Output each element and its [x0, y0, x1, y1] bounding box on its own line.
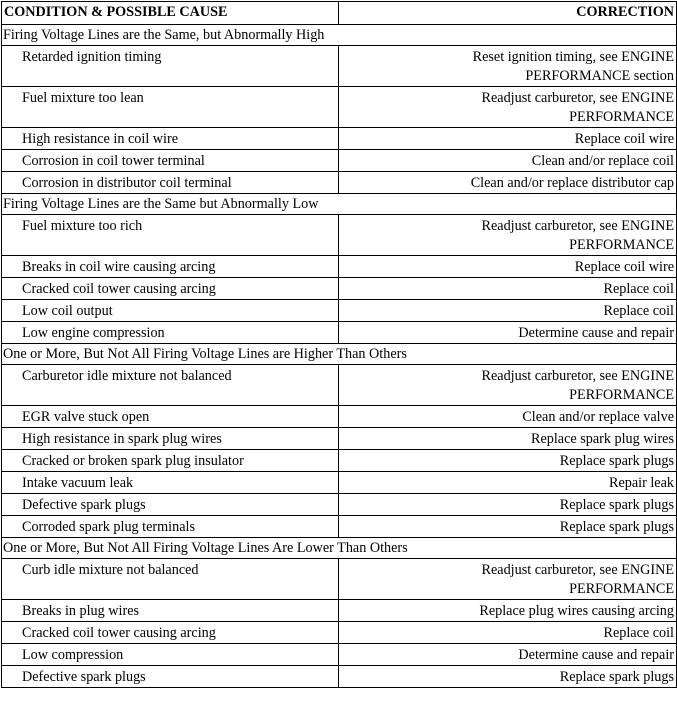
diagnosis-table — [1, 1, 677, 688]
table-row — [2, 428, 677, 450]
correction-cell — [339, 322, 677, 344]
cause-cell: Breaks in plug wires — [2, 600, 339, 622]
section-title: Firing Voltage Lines are the Same but Abnormally Low — [2, 194, 677, 215]
cause-cell: Fuel mixture too lean — [2, 87, 339, 128]
correction-line: Replace plug wires causing arcing — [479, 603, 674, 619]
correction-line: Replace coil — [603, 303, 674, 319]
table-row — [2, 215, 677, 256]
correction-cell — [339, 600, 677, 622]
cause-cell: Retarded ignition timing — [2, 46, 339, 87]
correction-cell — [339, 150, 677, 172]
table-row — [2, 46, 677, 87]
section-row — [2, 25, 677, 46]
table-header-row — [2, 2, 677, 25]
section-row — [2, 344, 677, 365]
section-title: One or More, But Not All Firing Voltage Lines are Higher Than Others — [2, 344, 677, 365]
cause-cell: Cracked coil tower causing arcing — [2, 278, 339, 300]
cause-cell: Intake vacuum leak — [2, 472, 339, 494]
correction-line: Replace coil — [603, 625, 674, 641]
cause-cell: High resistance in coil wire — [2, 128, 339, 150]
correction-line: Replace coil wire — [574, 131, 674, 147]
correction-cell — [339, 365, 677, 406]
correction-cell — [339, 278, 677, 300]
correction-cell — [339, 46, 677, 87]
cause-cell: Low engine compression — [2, 322, 339, 344]
correction-cell — [339, 666, 677, 688]
correction-line: Replace coil wire — [574, 259, 674, 275]
correction-line: PERFORMANCE — [569, 581, 674, 597]
correction-line: Replace spark plugs — [559, 669, 674, 685]
cause-cell: Carburetor idle mixture not balanced — [2, 365, 339, 406]
correction-line: PERFORMANCE — [569, 237, 674, 253]
table-row — [2, 365, 677, 406]
table-row — [2, 559, 677, 600]
cause-cell: Low coil output — [2, 300, 339, 322]
table-row — [2, 406, 677, 428]
header-condition: CONDITION & POSSIBLE CAUSE — [2, 2, 339, 25]
correction-cell — [339, 644, 677, 666]
correction-line: PERFORMANCE section — [525, 68, 674, 84]
header-correction: CORRECTION — [339, 2, 677, 25]
correction-cell — [339, 128, 677, 150]
table-row — [2, 87, 677, 128]
section-row — [2, 538, 677, 559]
cause-cell: Cracked or broken spark plug insulator — [2, 450, 339, 472]
table-row — [2, 494, 677, 516]
correction-cell — [339, 472, 677, 494]
correction-line: Replace spark plug wires — [530, 431, 674, 447]
cause-cell: Fuel mixture too rich — [2, 215, 339, 256]
correction-cell — [339, 516, 677, 538]
correction-line: Replace spark plugs — [559, 453, 674, 469]
table-row — [2, 644, 677, 666]
cause-cell: Defective spark plugs — [2, 494, 339, 516]
correction-line: Readjust carburetor, see ENGINE — [481, 562, 674, 578]
table-row — [2, 172, 677, 194]
correction-cell — [339, 559, 677, 600]
correction-line: Determine cause and repair — [518, 325, 674, 341]
table-row — [2, 150, 677, 172]
cause-cell: Low compression — [2, 644, 339, 666]
cause-cell: Corrosion in coil tower terminal — [2, 150, 339, 172]
correction-cell — [339, 622, 677, 644]
table-row — [2, 128, 677, 150]
correction-line: Determine cause and repair — [518, 647, 674, 663]
section-title: Firing Voltage Lines are the Same, but Abnormally High — [2, 25, 677, 46]
correction-cell — [339, 406, 677, 428]
table-row — [2, 450, 677, 472]
correction-line: Clean and/or replace coil — [531, 153, 674, 169]
cause-cell: Curb idle mixture not balanced — [2, 559, 339, 600]
section-row — [2, 194, 677, 215]
table-row — [2, 666, 677, 688]
table-body — [2, 25, 677, 688]
correction-line: Replace spark plugs — [559, 497, 674, 513]
correction-line: Clean and/or replace valve — [522, 409, 674, 425]
correction-line: Replace coil — [603, 281, 674, 297]
table-row — [2, 622, 677, 644]
correction-cell — [339, 215, 677, 256]
correction-line: Repair leak — [609, 475, 674, 491]
cause-cell: EGR valve stuck open — [2, 406, 339, 428]
cause-cell: Corroded spark plug terminals — [2, 516, 339, 538]
table-row — [2, 256, 677, 278]
correction-cell — [339, 494, 677, 516]
cause-cell: Corrosion in distributor coil terminal — [2, 172, 339, 194]
table-row — [2, 600, 677, 622]
cause-cell: Cracked coil tower causing arcing — [2, 622, 339, 644]
correction-line: Replace spark plugs — [559, 519, 674, 535]
correction-line: Readjust carburetor, see ENGINE — [481, 218, 674, 234]
table-row — [2, 278, 677, 300]
correction-line: Reset ignition timing, see ENGINE — [472, 49, 674, 65]
correction-cell — [339, 300, 677, 322]
correction-cell — [339, 428, 677, 450]
correction-line: Clean and/or replace distributor cap — [470, 175, 674, 191]
cause-cell: High resistance in spark plug wires — [2, 428, 339, 450]
correction-line: Readjust carburetor, see ENGINE — [481, 90, 674, 106]
cause-cell: Breaks in coil wire causing arcing — [2, 256, 339, 278]
table-row — [2, 472, 677, 494]
section-title: One or More, But Not All Firing Voltage Lines Are Lower Than Others — [2, 538, 677, 559]
cause-cell: Defective spark plugs — [2, 666, 339, 688]
correction-line: PERFORMANCE — [569, 109, 674, 125]
correction-line: PERFORMANCE — [569, 387, 674, 403]
correction-cell — [339, 172, 677, 194]
correction-cell — [339, 450, 677, 472]
table-row — [2, 516, 677, 538]
correction-cell — [339, 256, 677, 278]
table-row — [2, 322, 677, 344]
correction-line: Readjust carburetor, see ENGINE — [481, 368, 674, 384]
correction-cell — [339, 87, 677, 128]
table-row — [2, 300, 677, 322]
